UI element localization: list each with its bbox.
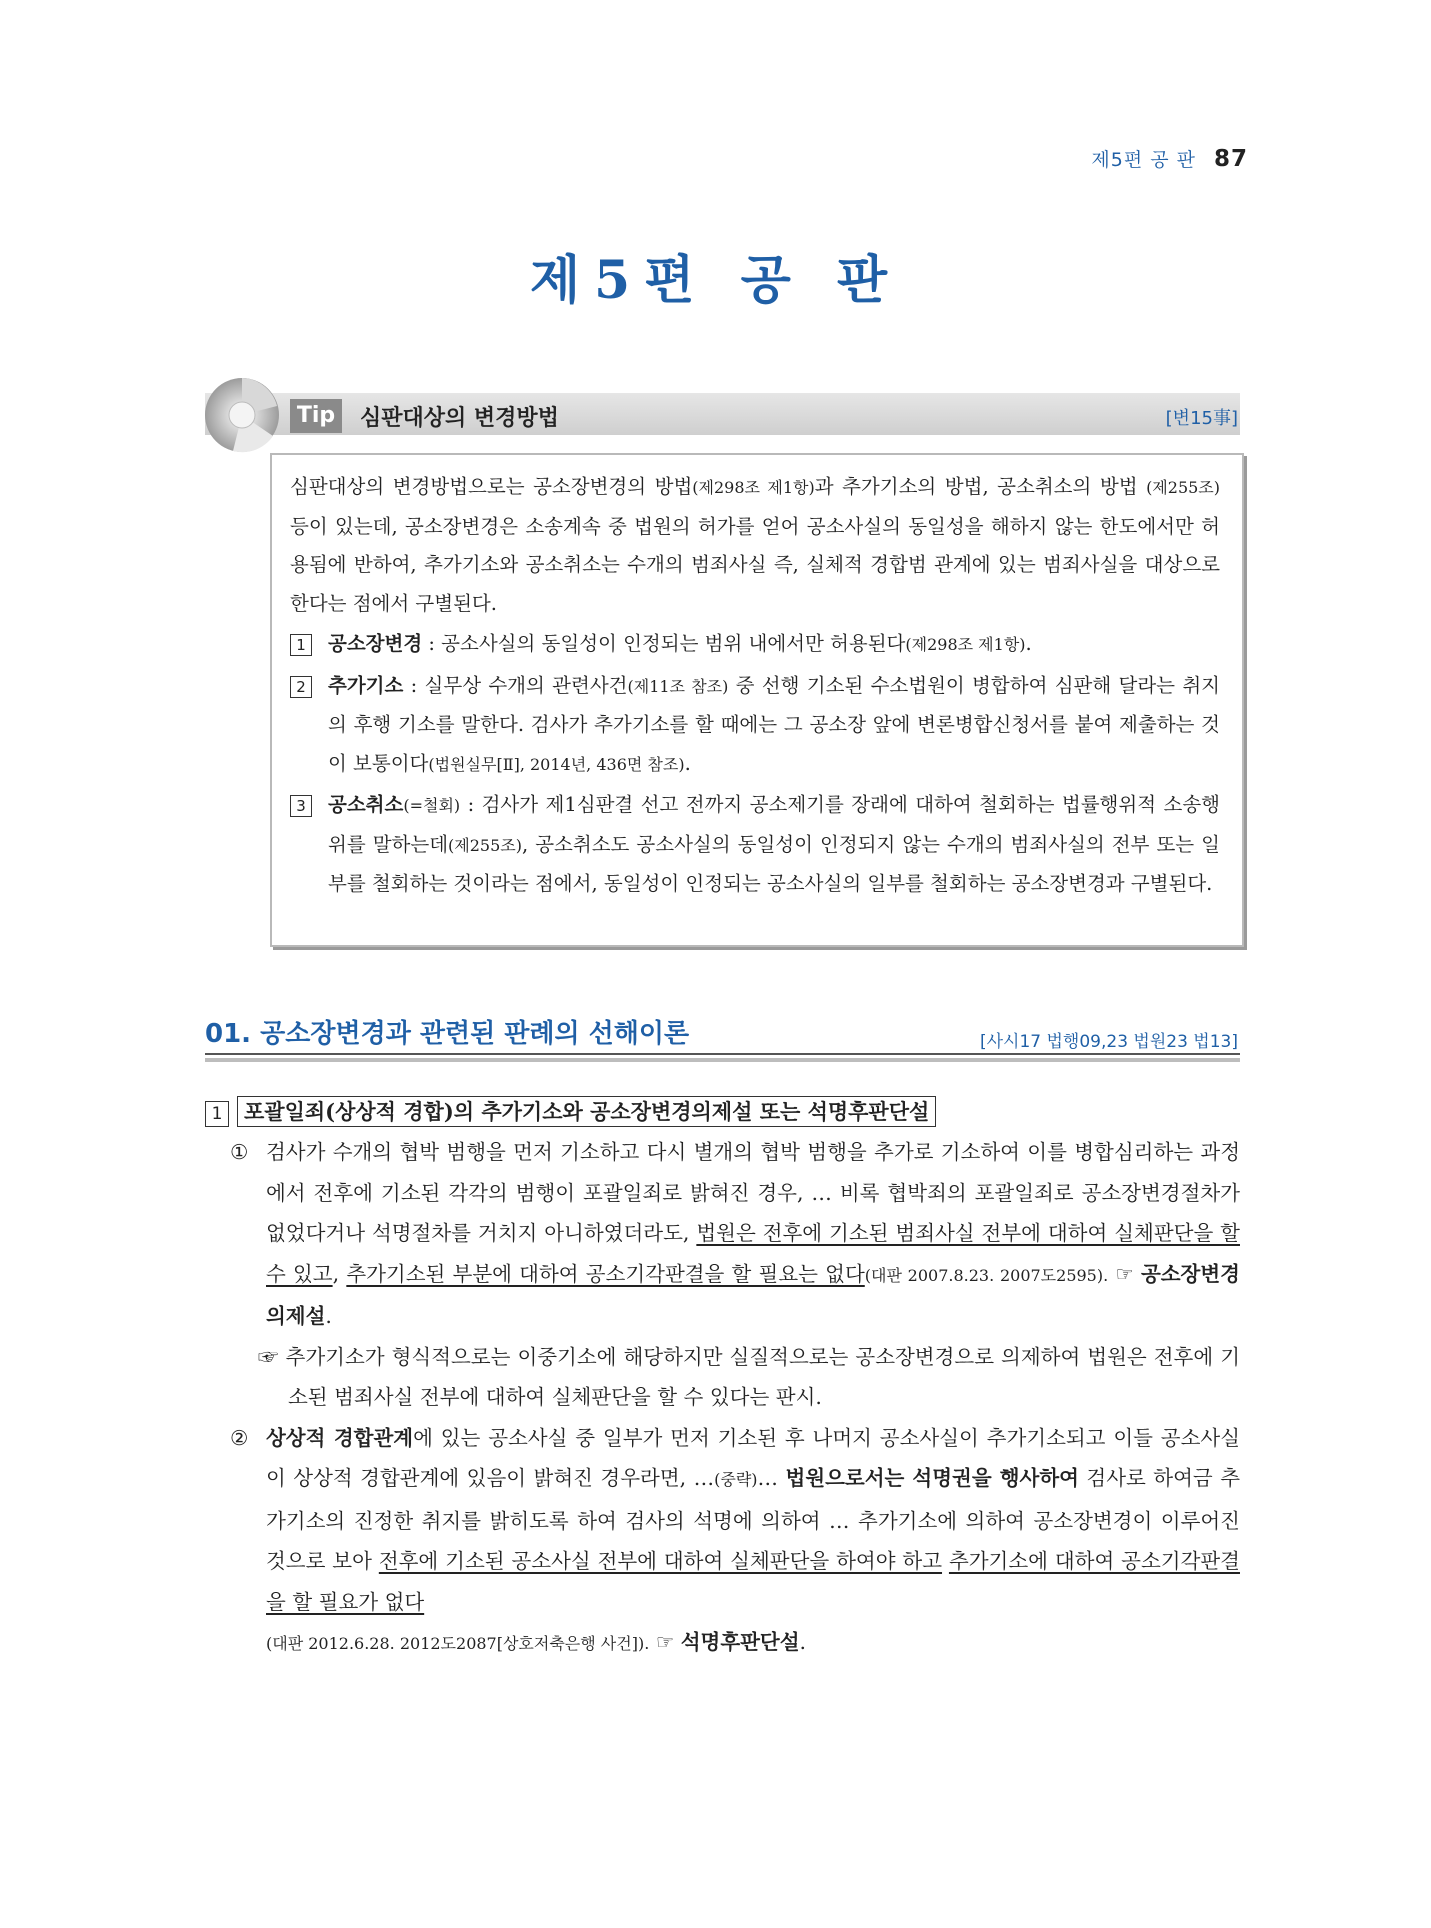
item-number: 2 (290, 676, 312, 698)
topic-number: 1 (205, 1101, 229, 1127)
case-number: ② (230, 1425, 249, 1450)
item-number: 1 (290, 634, 312, 656)
page-number: 87 (1213, 146, 1248, 172)
case-conclusion: 석명후판단설 (680, 1630, 800, 1654)
tip-exam-tag: [변15事] (1165, 408, 1238, 429)
tip-intro: 심판대상의 변경방법으로는 공소장변경의 방법(제298조 제1항)과 추가기소의 방법, 공소취소의 방법 (제255조) 등이 있는데, 공소장변경은 소송계속 중 법원의 허가를 얻어 공소사실의 동일성을 해하지 않는 한도에서만 허용됨에 반하여, 추가기소와 공소취소는 수개의 범죄사실 즉, 실체적 경합범 관계에 있는 범죄사실을 대상으로 한다는 점에서 구별된다. (290, 475, 1220, 615)
running-title: 제5편 공 판 (1091, 149, 1196, 171)
section-exam-tag: [사시17 법행09,23 법원23 법13] (980, 1032, 1238, 1052)
case-list (230, 1132, 1240, 1665)
tip-item: 1 공소장변경 : 공소사실의 동일성이 인정되는 범위 내에서만 허용된다(제298조 제1항). (290, 625, 1220, 665)
item-number: 3 (290, 795, 312, 817)
section-rule-shadow (205, 1058, 1240, 1062)
case-paragraph: ① 검사가 수개의 협박 범행을 먼저 기소하고 다시 별개의 협박 범행을 추가로 기소하여 이를 병합심리하는 과정에서 전후에 기소된 각각의 범행이 포괄일죄로 밝혀진 경우, … 비록 협박죄의 포괄일죄로 공소장변경절차가 없었다거나 석명절차를 거치지 아니하였더라도, 법원은 전후에 기소된 범죄사실 전부에 대하여 실체판단을 할 수 있고, 추가기소된 부분에 대하여 공소기각판결을 할 필요는 없다(대판 2007.8.23. 2007도2595). ☞ 공소장변경의제설. (230, 1132, 1240, 1337)
case-conclusion: 공소장변경의제설 (266, 1261, 1240, 1328)
section-title: 01. 공소장변경과 관련된 판례의 선해이론 (205, 1019, 690, 1049)
topic-title: 포괄일죄(상상적 경합)의 추가기소와 공소장변경의제설 또는 석명후판단설 (237, 1096, 936, 1127)
tip-disc-icon (203, 376, 281, 454)
topic-heading (205, 1096, 936, 1127)
case-number: ① (230, 1140, 249, 1164)
tip-label: Tip (290, 399, 342, 433)
tip-item: 3 공소취소(=철회) : 검사가 제1심판결 선고 전까지 공소제기를 장래에 대하여 철회하는 법률행위적 소송행위를 말하는데(제255조), 공소취소도 공소사실의 동일성이 인정되지 않는 수개의 범죄사실의 전부 또는 일부를 철회하는 것이라는 점에서, 동일성이 인정되는 공소사실의 일부를 철회하는 공소장변경과 구별된다. (290, 786, 1220, 904)
part-title: 제5편 공 판 (529, 250, 902, 311)
section-rule (205, 1053, 1240, 1055)
case-note: ☞ 추가기소가 형식적으로는 이중기소에 해당하지만 실질적으로는 공소장변경으로 의제하여 법원은 전후에 기소된 범죄사실 전부에 대하여 실체판단을 할 수 있다는 판시. (258, 1344, 1240, 1409)
case-paragraph: ② 상상적 경합관계에 있는 공소사실 중 일부가 먼저 기소된 후 나머지 공소사실이 추가기소되고 이들 공소사실이 상상적 경합관계에 있음이 밝혀진 경우라면, …(중략)… 법원으로서는 석명권을 행사하여 검사로 하여금 추가기소의 진정한 취지를 밝히도록 하여 검사의 석명에 의하여 … 추가기소에 의하여 공소장변경이 이루어진 것으로 보아 전후에 기소된 공소사실 전부에 대하여 실체판단을 하여야 하고 추가기소에 대하여 공소기각판결을 할 필요가 없다 (대판 2012.6.28. 2012도2087[상호저축은행 사건]). ☞ 석명후판단설. (230, 1418, 1240, 1665)
tip-title: 심판대상의 변경방법 (360, 406, 559, 431)
tip-body (290, 468, 1220, 904)
tip-item: 2 추가기소 : 실무상 수개의 관련사건(제11조 참조) 중 선행 기소된 수소법원이 병합하여 심판해 달라는 취지의 후행 기소를 말한다. 검사가 추가기소를 할 때에는 그 공소장 앞에 변론병합신청서를 붙여 제출하는 것이 보통이다(법원실무[Ⅱ], 2014년, 436면 참조). (290, 667, 1220, 785)
running-header (1091, 145, 1248, 172)
